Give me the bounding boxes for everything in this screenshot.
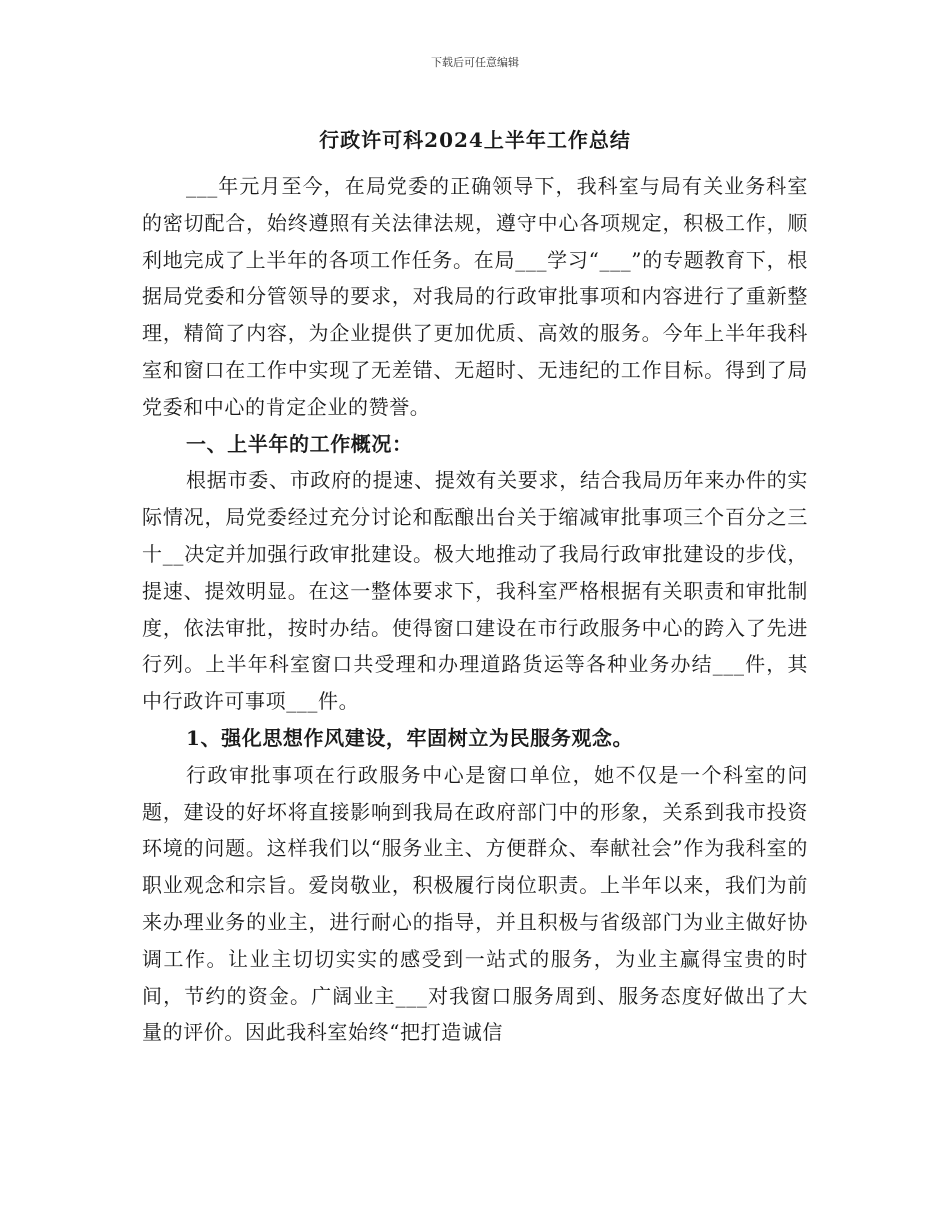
thought-style-paragraph: 行政审批事项在行政服务中心是窗口单位，她不仅是一个科室的问题，建设的好坏将直接影响到我局在政府部门中的形象，关系到我市投资环境的问题。这样我们以“服务业主、方便群众、奉献社会”作为我科室的职业观念和宗旨。爱岗敬业，积极履行岗位职责。上半年以来，我们为前来办理业务的业主，进行耐心的指导，并且积极与省级部门为业主做好协调工作。让业主切切实实的感受到一站式的服务，为业主赢得宝贵的时间，节约的资金。广阔业主___对我窗口服务周到、服务态度好做出了大量的评价。因此我科室始终“把打造诚信 [142, 762, 808, 1045]
intro-paragraph: ___年元月至今，在局党委的正确领导下，我科室与局有关业务科室的密切配合，始终遵照有关法律法规，遵守中心各项规定，积极工作，顺利地完成了上半年的各项工作任务。在局___学习“___”的专题教育下，根据局党委和分管领导的要求，对我局的行政审批事项和内容进行了重新整理，精简了内容，为企业提供了更加优质、高效的服务。今年上半年我科室和窗口在工作中实现了无差错、无超时、无违纪的工作目标。得到了局党委和中心的肯定企业的赞誉。 [142, 174, 808, 419]
section-heading-overview: 一、上半年的工作概况： [186, 431, 413, 456]
subsection-heading-thought-style: 1、强化思想作风建设，牢固树立为民服务观念。 [186, 725, 634, 750]
document-body [142, 168, 808, 1051]
overview-paragraph: 根据市委、市政府的提速、提效有关要求，结合我局历年来办件的实际情况，局党委经过充分讨论和酝酿出台关于缩减审批事项三个百分之三十__决定并加强行政审批建设。极大地推动了我局行政审批建设的步伐，提速、提效明显。在这一整体要求下，我科室严格根据有关职责和审批制度，依法审批，按时办结。使得窗口建设在市行政服务中心的跨入了先进行列。上半年科室窗口共受理和办理道路货运等各种业务办结___件，其中行政许可事项___件。 [142, 468, 808, 714]
document-title: 行政许可科2024上半年工作总结 [319, 128, 631, 152]
header-note: 下载后可任意编辑 [431, 56, 519, 69]
